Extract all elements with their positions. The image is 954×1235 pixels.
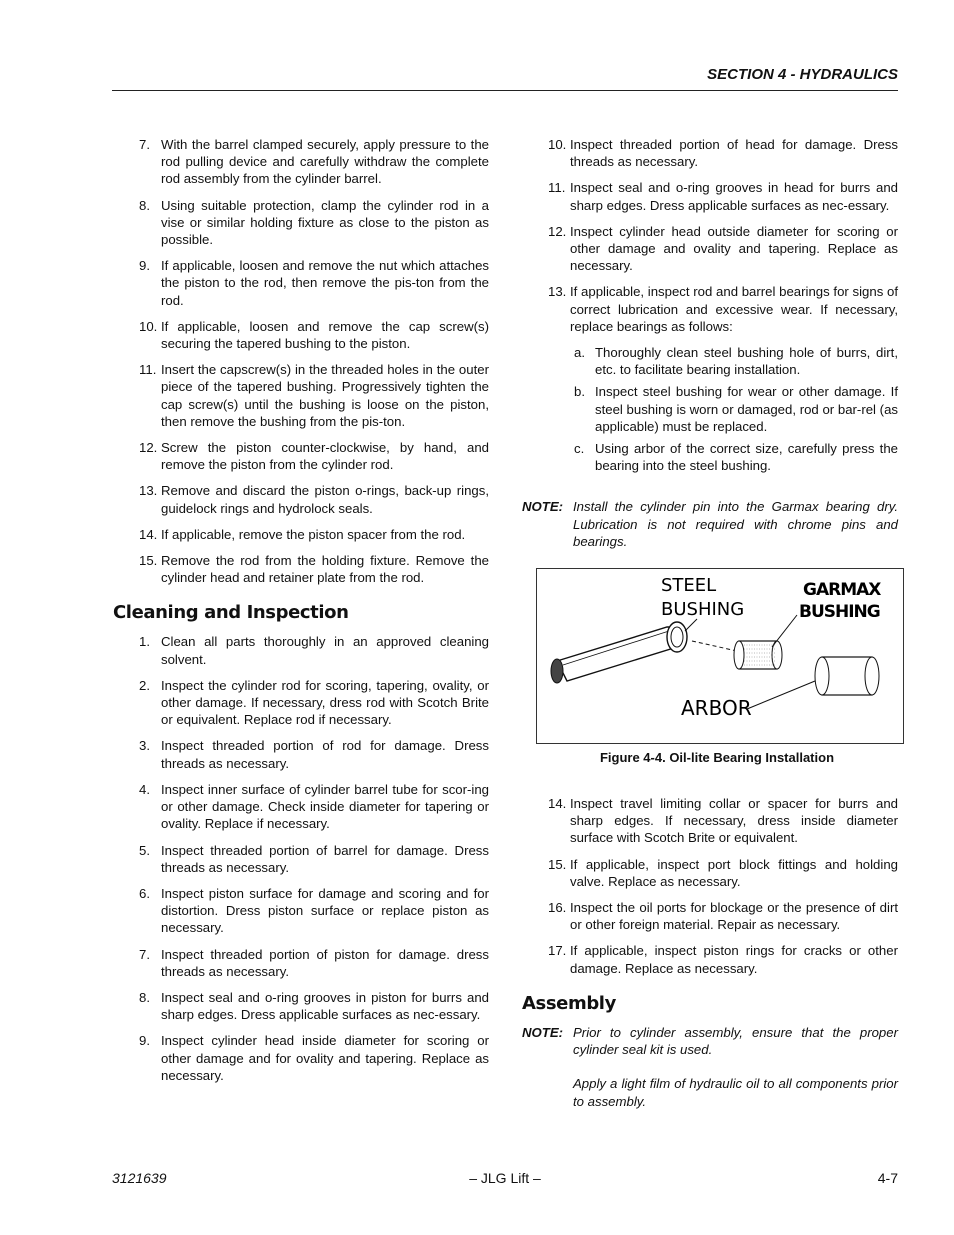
list-item: 13. Remove and discard the piston o-rings, back-up rings, guidelock rings and hydrolock seals. (139, 483, 489, 516)
list-item: 10. If applicable, loosen and remove the cap screw(s) securing the tapered bushing to the piston. (139, 318, 489, 352)
page-number: 4-7 (877, 1170, 898, 1186)
bushing-label-1: BUSHING (661, 599, 745, 621)
list-item: 15. Remove the rod from the holding fixture. Remove the cylinder head and retainer plate from the rod. (139, 553, 489, 586)
cleaning-heading: Cleaning and Inspection (113, 602, 349, 624)
list-item: 14. If applicable, remove the piston spacer from the rod. (139, 526, 466, 542)
list-item: 14. Inspect travel limiting collar or spacer for burrs and sharp edges. If necessary, dress inside diameter surface with Scotch Brite or equivalent. (548, 796, 898, 846)
list-item: 17. If applicable, inspect piston rings for cracks or other damage. Replace as necessary. (548, 943, 898, 976)
steel-label: STEEL (661, 575, 717, 597)
list-item: 1. Clean all parts thoroughly in an approved cleaning solvent. (139, 634, 489, 667)
sub-item: c. Using arbor of the correct size, carefully press the bearing into the steel bushing. (574, 441, 898, 474)
doc-number: 3121639 (112, 1170, 167, 1186)
disassembly-list (127, 136, 489, 586)
garmax-label: GARMAX (803, 580, 881, 601)
list-item: 15. If applicable, inspect port block fittings and holding valve. Replace as necessary. (548, 856, 898, 889)
bearing-diagram (537, 569, 903, 743)
list-item: 3. Inspect threaded portion of rod for damage. Dress threads as necessary. (139, 738, 489, 771)
list-item: 7. Inspect threaded portion of piston for damage. dress threads as necessary. (139, 946, 489, 979)
sub-item: a. Thoroughly clean steel bushing hole of burrs, dirt, etc. to facilitate bearing installation. (574, 345, 898, 378)
right-column (522, 136, 898, 1110)
list-item: 7. With the barrel clamped securely, apply pressure to the rod pulling device and carefully withdraw the complete rod assembly from the cylinder barrel. (139, 137, 489, 187)
arbor-label: ARBOR (681, 696, 752, 721)
list-item: 12. Screw the piston counter-clockwise, by hand, and remove the piston from the cylinder rod. (139, 440, 489, 473)
list-item: 8. Inspect seal and o-ring grooves in piston for burrs and sharp edges. Dress applicable surfaces as nec-essary. (139, 989, 489, 1023)
note-text-1: Prior to cylinder assembly, ensure that the proper cylinder seal kit is used. (573, 1024, 898, 1058)
list-item: 10. Inspect threaded portion of head for damage. Dress threads as necessary. (548, 137, 898, 170)
list-item: 13. If applicable, inspect rod and barrel bearings for signs of correct lubrication and excessive wear. If necessary, replace bearings as follows: (548, 284, 898, 334)
list-item: 12. Inspect cylinder head outside diameter for scoring or other damage and ovality and tapering. Replace as necessary. (548, 223, 898, 274)
bearing-figure (536, 568, 904, 744)
note-text-2: Apply a light film of hydraulic oil to all components prior to assembly. (573, 1076, 898, 1109)
list-item: 4. Inspect inner surface of cylinder barrel tube for scor-ing or other damage. Check inside diameter for tapering or ovality. Replace if necessary. (139, 781, 489, 832)
list-item: 9. Inspect cylinder head inside diameter for scoring or other damage and for ovality and tapering. Replace as necessary. (139, 1033, 489, 1083)
cleaning-list (127, 633, 489, 1083)
list-item: 6. Inspect piston surface for damage and scoring and for distortion. Dress piston surface or replace piston as necessary. (139, 885, 489, 936)
list-item: 5. Inspect threaded portion of barrel for damage. Dress threads as necessary. (139, 842, 489, 875)
list-item: 9. If applicable, loosen and remove the nut which attaches the piston to the rod, then remove the pis-ton from the rod. (139, 258, 489, 308)
inspection-list-continued (536, 136, 898, 474)
note-assembly: NOTE: Prior to cylinder assembly, ensure that the proper cylinder seal kit is used. Apply a light film of hydraulic oil to all components prior to assembly. (522, 1024, 898, 1109)
figure-caption: Figure 4-4. Oil-lite Bearing Installation (599, 750, 835, 766)
list-item: 16. Inspect the oil ports for blockage or the presence of dirt or other foreign material. Repair as necessary. (548, 900, 898, 933)
note-garmax: NOTE: Install the cylinder pin into the Garmax bearing dry. Lubrication is not required with chrome pins and bearings. (522, 499, 898, 549)
footer-brand: – JLG Lift – (469, 1170, 541, 1186)
page-header (112, 62, 898, 91)
assembly-heading: Assembly (522, 992, 616, 1014)
section-title: SECTION 4 - HYDRAULICS (707, 66, 898, 83)
arbor-shape (815, 657, 879, 695)
list-item: 2. Inspect the cylinder rod for scoring, tapering, ovality, or other damage. If necessary, dress rod with Scotch Brite or equivalent. Replace rod if necessary. (139, 677, 489, 728)
inspection-list-end (536, 795, 898, 977)
garmax-bushing-shape (734, 641, 782, 669)
list-item: 8. Using suitable protection, clamp the cylinder rod in a vise or similar holding fixture as close to the piston as possible. (139, 197, 489, 248)
list-item: 11. Inspect seal and o-ring grooves in head for burrs and sharp edges. Dress applicable surfaces as nec-essary. (548, 180, 898, 213)
sub-item: b. Inspect steel bushing for wear or other damage. If steel bushing is worn or damaged, rod or bar-rel (as applicable) must be replaced. (574, 384, 898, 434)
left-column (113, 136, 489, 1093)
bushing-label-2: BUSHING (799, 602, 880, 623)
list-item: 11. Insert the capscrew(s) in the threaded holes in the outer piece of the tapered bushing. Progressively tighten the cap screw(s) until the bushing is loose on the piston, then remove the bushing from the pis-ton. (139, 362, 489, 429)
